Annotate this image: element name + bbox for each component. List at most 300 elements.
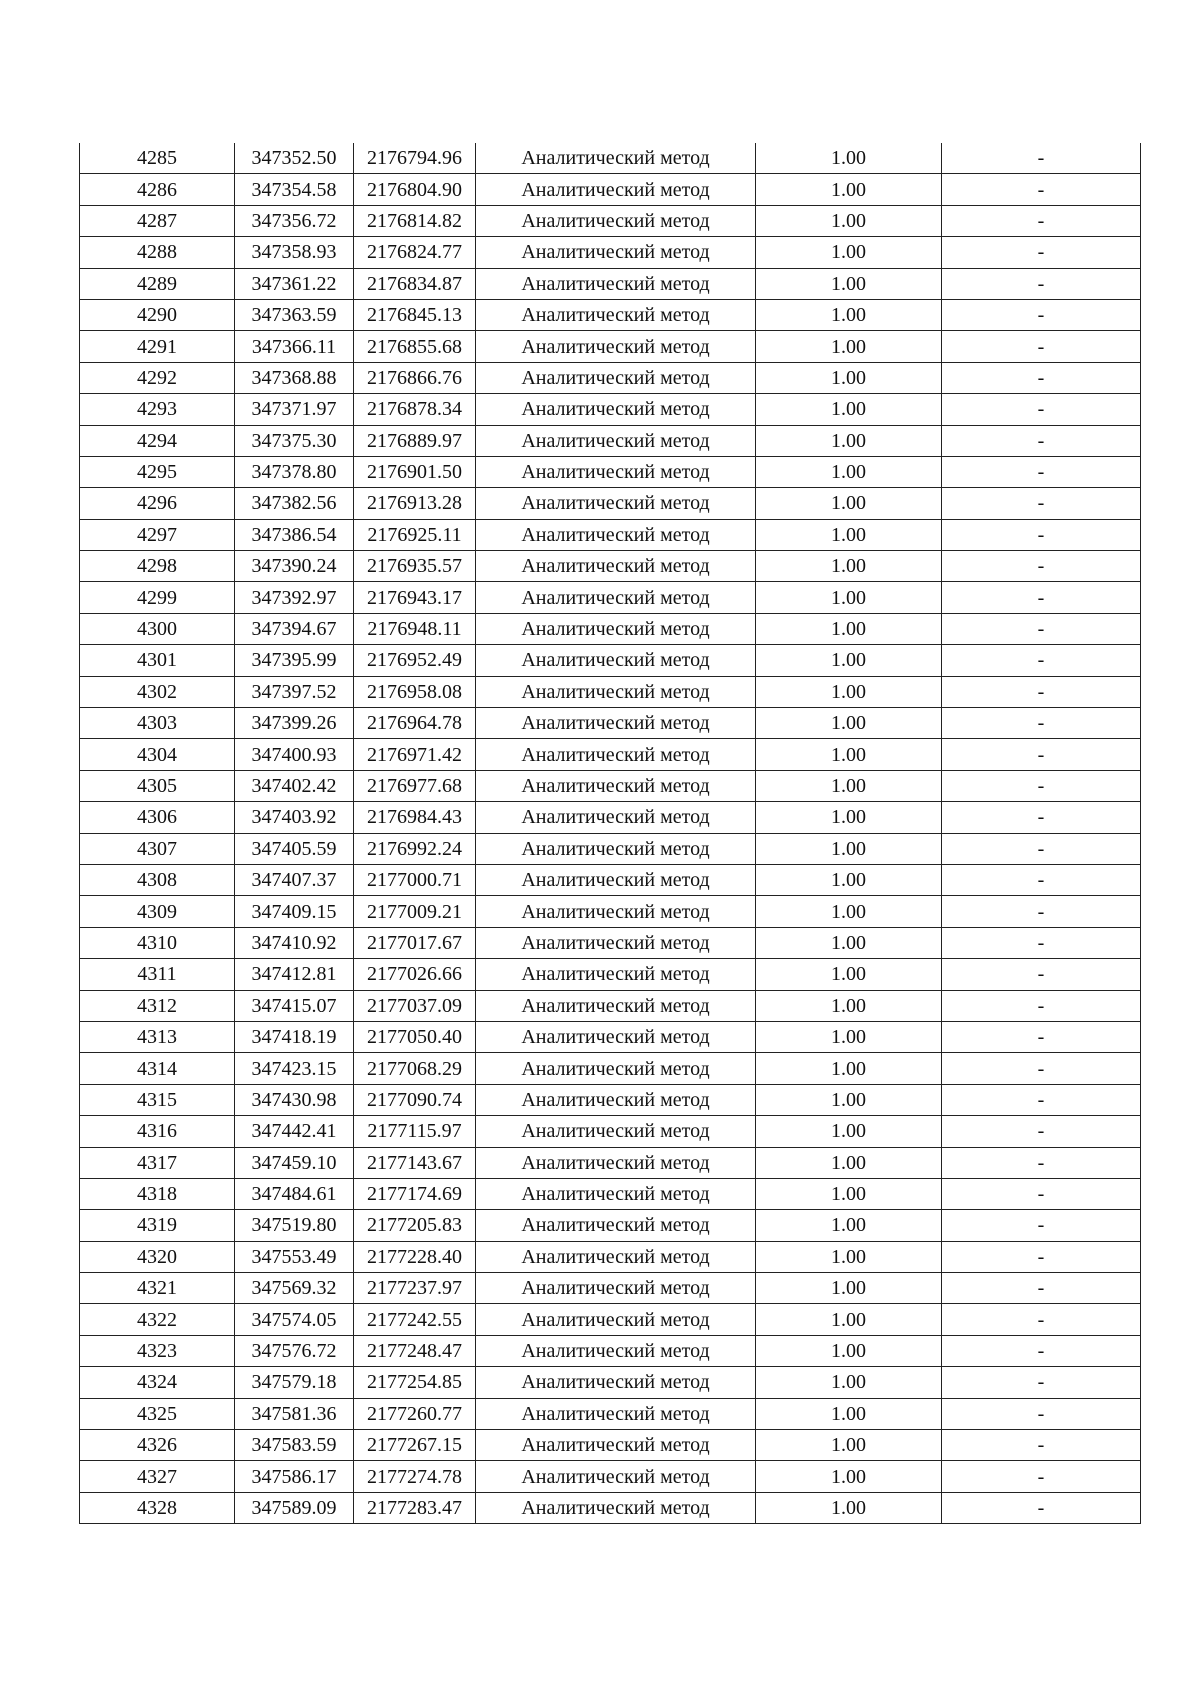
table-row <box>80 990 1141 1021</box>
method-cell: Аналитический метод <box>476 1116 756 1147</box>
point-number-cell: 4310 <box>80 927 235 958</box>
accuracy-cell: 1.00 <box>756 1053 942 1084</box>
accuracy-cell: 1.00 <box>756 676 942 707</box>
y-coordinate-cell: 2176971.42 <box>354 739 476 770</box>
point-number-cell: 4295 <box>80 456 235 487</box>
x-coordinate-cell: 347423.15 <box>235 1053 354 1084</box>
accuracy-cell: 1.00 <box>756 237 942 268</box>
x-coordinate-cell: 347519.80 <box>235 1210 354 1241</box>
table-row <box>80 237 1141 268</box>
point-number-cell: 4327 <box>80 1461 235 1492</box>
table-row <box>80 1398 1141 1429</box>
y-coordinate-cell: 2176948.11 <box>354 613 476 644</box>
description-cell: - <box>942 1461 1141 1492</box>
point-number-cell: 4285 <box>80 143 235 174</box>
y-coordinate-cell: 2176855.68 <box>354 331 476 362</box>
accuracy-cell: 1.00 <box>756 896 942 927</box>
accuracy-cell: 1.00 <box>756 1147 942 1178</box>
table-row <box>80 551 1141 582</box>
accuracy-cell: 1.00 <box>756 959 942 990</box>
y-coordinate-cell: 2176964.78 <box>354 708 476 739</box>
description-cell: - <box>942 959 1141 990</box>
description-cell: - <box>942 456 1141 487</box>
description-cell: - <box>942 1492 1141 1523</box>
y-coordinate-cell: 2177090.74 <box>354 1084 476 1115</box>
description-cell: - <box>942 488 1141 519</box>
method-cell: Аналитический метод <box>476 1147 756 1178</box>
table-row <box>80 1084 1141 1115</box>
accuracy-cell: 1.00 <box>756 488 942 519</box>
method-cell: Аналитический метод <box>476 802 756 833</box>
y-coordinate-cell: 2176845.13 <box>354 299 476 330</box>
x-coordinate-cell: 347386.54 <box>235 519 354 550</box>
point-number-cell: 4322 <box>80 1304 235 1335</box>
method-cell: Аналитический метод <box>476 1335 756 1366</box>
method-cell: Аналитический метод <box>476 1430 756 1461</box>
x-coordinate-cell: 347378.80 <box>235 456 354 487</box>
accuracy-cell: 1.00 <box>756 1430 942 1461</box>
y-coordinate-cell: 2177026.66 <box>354 959 476 990</box>
table-row <box>80 143 1141 174</box>
table-row <box>80 1461 1141 1492</box>
description-cell: - <box>942 1053 1141 1084</box>
description-cell: - <box>942 1021 1141 1052</box>
method-cell: Аналитический метод <box>476 613 756 644</box>
description-cell: - <box>942 1398 1141 1429</box>
point-number-cell: 4321 <box>80 1273 235 1304</box>
description-cell: - <box>942 833 1141 864</box>
method-cell: Аналитический метод <box>476 519 756 550</box>
table-row <box>80 1021 1141 1052</box>
accuracy-cell: 1.00 <box>756 456 942 487</box>
table-row <box>80 896 1141 927</box>
x-coordinate-cell: 347392.97 <box>235 582 354 613</box>
method-cell: Аналитический метод <box>476 1178 756 1209</box>
accuracy-cell: 1.00 <box>756 1273 942 1304</box>
table-row <box>80 959 1141 990</box>
description-cell: - <box>942 1241 1141 1272</box>
x-coordinate-cell: 347382.56 <box>235 488 354 519</box>
accuracy-cell: 1.00 <box>756 1335 942 1366</box>
y-coordinate-cell: 2176958.08 <box>354 676 476 707</box>
x-coordinate-cell: 347407.37 <box>235 864 354 895</box>
y-coordinate-cell: 2177242.55 <box>354 1304 476 1335</box>
method-cell: Аналитический метод <box>476 645 756 676</box>
table-row <box>80 425 1141 456</box>
description-cell: - <box>942 1335 1141 1366</box>
point-number-cell: 4297 <box>80 519 235 550</box>
y-coordinate-cell: 2177283.47 <box>354 1492 476 1523</box>
description-cell: - <box>942 143 1141 174</box>
y-coordinate-cell: 2176866.76 <box>354 362 476 393</box>
table-row <box>80 1367 1141 1398</box>
description-cell: - <box>942 1304 1141 1335</box>
table-row <box>80 802 1141 833</box>
method-cell: Аналитический метод <box>476 990 756 1021</box>
y-coordinate-cell: 2176952.49 <box>354 645 476 676</box>
point-number-cell: 4300 <box>80 613 235 644</box>
description-cell: - <box>942 237 1141 268</box>
accuracy-cell: 1.00 <box>756 1461 942 1492</box>
table-row <box>80 1053 1141 1084</box>
x-coordinate-cell: 347394.67 <box>235 613 354 644</box>
point-number-cell: 4287 <box>80 205 235 236</box>
accuracy-cell: 1.00 <box>756 1241 942 1272</box>
method-cell: Аналитический метод <box>476 1461 756 1492</box>
description-cell: - <box>942 802 1141 833</box>
point-number-cell: 4288 <box>80 237 235 268</box>
method-cell: Аналитический метод <box>476 425 756 456</box>
x-coordinate-cell: 347371.97 <box>235 394 354 425</box>
description-cell: - <box>942 1367 1141 1398</box>
x-coordinate-cell: 347459.10 <box>235 1147 354 1178</box>
y-coordinate-cell: 2176992.24 <box>354 833 476 864</box>
accuracy-cell: 1.00 <box>756 362 942 393</box>
description-cell: - <box>942 519 1141 550</box>
x-coordinate-cell: 347410.92 <box>235 927 354 958</box>
method-cell: Аналитический метод <box>476 676 756 707</box>
table-row <box>80 1147 1141 1178</box>
y-coordinate-cell: 2176804.90 <box>354 174 476 205</box>
table-row <box>80 174 1141 205</box>
accuracy-cell: 1.00 <box>756 519 942 550</box>
point-number-cell: 4317 <box>80 1147 235 1178</box>
point-number-cell: 4298 <box>80 551 235 582</box>
y-coordinate-cell: 2176943.17 <box>354 582 476 613</box>
accuracy-cell: 1.00 <box>756 425 942 456</box>
description-cell: - <box>942 268 1141 299</box>
description-cell: - <box>942 1273 1141 1304</box>
table-row <box>80 1335 1141 1366</box>
coordinates-table <box>79 143 1141 1524</box>
description-cell: - <box>942 299 1141 330</box>
y-coordinate-cell: 2176984.43 <box>354 802 476 833</box>
x-coordinate-cell: 347363.59 <box>235 299 354 330</box>
x-coordinate-cell: 347581.36 <box>235 1398 354 1429</box>
method-cell: Аналитический метод <box>476 1273 756 1304</box>
point-number-cell: 4306 <box>80 802 235 833</box>
table-row <box>80 676 1141 707</box>
point-number-cell: 4296 <box>80 488 235 519</box>
x-coordinate-cell: 347356.72 <box>235 205 354 236</box>
table-row <box>80 864 1141 895</box>
x-coordinate-cell: 347586.17 <box>235 1461 354 1492</box>
accuracy-cell: 1.00 <box>756 770 942 801</box>
method-cell: Аналитический метод <box>476 708 756 739</box>
point-number-cell: 4289 <box>80 268 235 299</box>
table-row <box>80 739 1141 770</box>
y-coordinate-cell: 2177115.97 <box>354 1116 476 1147</box>
x-coordinate-cell: 347418.19 <box>235 1021 354 1052</box>
x-coordinate-cell: 347576.72 <box>235 1335 354 1366</box>
x-coordinate-cell: 347395.99 <box>235 645 354 676</box>
table-row <box>80 708 1141 739</box>
accuracy-cell: 1.00 <box>756 268 942 299</box>
method-cell: Аналитический метод <box>476 896 756 927</box>
table-row <box>80 1304 1141 1335</box>
point-number-cell: 4315 <box>80 1084 235 1115</box>
point-number-cell: 4313 <box>80 1021 235 1052</box>
method-cell: Аналитический метод <box>476 268 756 299</box>
point-number-cell: 4326 <box>80 1430 235 1461</box>
point-number-cell: 4323 <box>80 1335 235 1366</box>
x-coordinate-cell: 347484.61 <box>235 1178 354 1209</box>
y-coordinate-cell: 2177260.77 <box>354 1398 476 1429</box>
description-cell: - <box>942 770 1141 801</box>
x-coordinate-cell: 347412.81 <box>235 959 354 990</box>
table-row <box>80 268 1141 299</box>
y-coordinate-cell: 2177000.71 <box>354 864 476 895</box>
method-cell: Аналитический метод <box>476 1367 756 1398</box>
method-cell: Аналитический метод <box>476 551 756 582</box>
accuracy-cell: 1.00 <box>756 1210 942 1241</box>
point-number-cell: 4291 <box>80 331 235 362</box>
accuracy-cell: 1.00 <box>756 143 942 174</box>
y-coordinate-cell: 2177037.09 <box>354 990 476 1021</box>
x-coordinate-cell: 347409.15 <box>235 896 354 927</box>
description-cell: - <box>942 582 1141 613</box>
point-number-cell: 4316 <box>80 1116 235 1147</box>
description-cell: - <box>942 425 1141 456</box>
method-cell: Аналитический метод <box>476 488 756 519</box>
method-cell: Аналитический метод <box>476 927 756 958</box>
table-row <box>80 613 1141 644</box>
description-cell: - <box>942 1178 1141 1209</box>
table-row <box>80 1273 1141 1304</box>
y-coordinate-cell: 2177050.40 <box>354 1021 476 1052</box>
y-coordinate-cell: 2177248.47 <box>354 1335 476 1366</box>
description-cell: - <box>942 676 1141 707</box>
accuracy-cell: 1.00 <box>756 802 942 833</box>
x-coordinate-cell: 347405.59 <box>235 833 354 864</box>
method-cell: Аналитический метод <box>476 582 756 613</box>
method-cell: Аналитический метод <box>476 1492 756 1523</box>
y-coordinate-cell: 2177009.21 <box>354 896 476 927</box>
table-row <box>80 770 1141 801</box>
accuracy-cell: 1.00 <box>756 1021 942 1052</box>
description-cell: - <box>942 1084 1141 1115</box>
table-row <box>80 299 1141 330</box>
point-number-cell: 4307 <box>80 833 235 864</box>
table-row <box>80 1241 1141 1272</box>
table-row <box>80 331 1141 362</box>
accuracy-cell: 1.00 <box>756 299 942 330</box>
point-number-cell: 4304 <box>80 739 235 770</box>
point-number-cell: 4294 <box>80 425 235 456</box>
point-number-cell: 4314 <box>80 1053 235 1084</box>
x-coordinate-cell: 347390.24 <box>235 551 354 582</box>
point-number-cell: 4320 <box>80 1241 235 1272</box>
table-row <box>80 582 1141 613</box>
point-number-cell: 4292 <box>80 362 235 393</box>
table-row <box>80 362 1141 393</box>
accuracy-cell: 1.00 <box>756 1492 942 1523</box>
description-cell: - <box>942 1210 1141 1241</box>
y-coordinate-cell: 2177267.15 <box>354 1430 476 1461</box>
method-cell: Аналитический метод <box>476 833 756 864</box>
table-row <box>80 1210 1141 1241</box>
accuracy-cell: 1.00 <box>756 1367 942 1398</box>
table-row <box>80 1492 1141 1523</box>
point-number-cell: 4319 <box>80 1210 235 1241</box>
accuracy-cell: 1.00 <box>756 927 942 958</box>
point-number-cell: 4309 <box>80 896 235 927</box>
method-cell: Аналитический метод <box>476 174 756 205</box>
x-coordinate-cell: 347430.98 <box>235 1084 354 1115</box>
method-cell: Аналитический метод <box>476 362 756 393</box>
accuracy-cell: 1.00 <box>756 1084 942 1115</box>
x-coordinate-cell: 347399.26 <box>235 708 354 739</box>
x-coordinate-cell: 347354.58 <box>235 174 354 205</box>
x-coordinate-cell: 347366.11 <box>235 331 354 362</box>
x-coordinate-cell: 347583.59 <box>235 1430 354 1461</box>
accuracy-cell: 1.00 <box>756 645 942 676</box>
point-number-cell: 4301 <box>80 645 235 676</box>
x-coordinate-cell: 347358.93 <box>235 237 354 268</box>
y-coordinate-cell: 2176824.77 <box>354 237 476 268</box>
x-coordinate-cell: 347403.92 <box>235 802 354 833</box>
description-cell: - <box>942 174 1141 205</box>
y-coordinate-cell: 2177237.97 <box>354 1273 476 1304</box>
x-coordinate-cell: 347352.50 <box>235 143 354 174</box>
method-cell: Аналитический метод <box>476 1053 756 1084</box>
coordinates-table-body <box>80 143 1141 1524</box>
table-row <box>80 488 1141 519</box>
description-cell: - <box>942 708 1141 739</box>
method-cell: Аналитический метод <box>476 237 756 268</box>
accuracy-cell: 1.00 <box>756 708 942 739</box>
accuracy-cell: 1.00 <box>756 1304 942 1335</box>
point-number-cell: 4290 <box>80 299 235 330</box>
method-cell: Аналитический метод <box>476 864 756 895</box>
method-cell: Аналитический метод <box>476 1241 756 1272</box>
accuracy-cell: 1.00 <box>756 1178 942 1209</box>
accuracy-cell: 1.00 <box>756 582 942 613</box>
method-cell: Аналитический метод <box>476 1084 756 1115</box>
table-row <box>80 645 1141 676</box>
x-coordinate-cell: 347569.32 <box>235 1273 354 1304</box>
x-coordinate-cell: 347579.18 <box>235 1367 354 1398</box>
method-cell: Аналитический метод <box>476 143 756 174</box>
y-coordinate-cell: 2177174.69 <box>354 1178 476 1209</box>
accuracy-cell: 1.00 <box>756 1398 942 1429</box>
y-coordinate-cell: 2177205.83 <box>354 1210 476 1241</box>
x-coordinate-cell: 347415.07 <box>235 990 354 1021</box>
description-cell: - <box>942 362 1141 393</box>
point-number-cell: 4302 <box>80 676 235 707</box>
table-row <box>80 1178 1141 1209</box>
point-number-cell: 4318 <box>80 1178 235 1209</box>
description-cell: - <box>942 927 1141 958</box>
y-coordinate-cell: 2176834.87 <box>354 268 476 299</box>
point-number-cell: 4311 <box>80 959 235 990</box>
table-row <box>80 205 1141 236</box>
x-coordinate-cell: 347442.41 <box>235 1116 354 1147</box>
y-coordinate-cell: 2176913.28 <box>354 488 476 519</box>
accuracy-cell: 1.00 <box>756 833 942 864</box>
accuracy-cell: 1.00 <box>756 174 942 205</box>
description-cell: - <box>942 645 1141 676</box>
accuracy-cell: 1.00 <box>756 990 942 1021</box>
description-cell: - <box>942 613 1141 644</box>
x-coordinate-cell: 347400.93 <box>235 739 354 770</box>
accuracy-cell: 1.00 <box>756 1116 942 1147</box>
y-coordinate-cell: 2176925.11 <box>354 519 476 550</box>
y-coordinate-cell: 2177228.40 <box>354 1241 476 1272</box>
description-cell: - <box>942 205 1141 236</box>
method-cell: Аналитический метод <box>476 770 756 801</box>
x-coordinate-cell: 347397.52 <box>235 676 354 707</box>
description-cell: - <box>942 1430 1141 1461</box>
description-cell: - <box>942 864 1141 895</box>
description-cell: - <box>942 1147 1141 1178</box>
description-cell: - <box>942 394 1141 425</box>
method-cell: Аналитический метод <box>476 456 756 487</box>
point-number-cell: 4324 <box>80 1367 235 1398</box>
description-cell: - <box>942 331 1141 362</box>
y-coordinate-cell: 2177017.67 <box>354 927 476 958</box>
method-cell: Аналитический метод <box>476 299 756 330</box>
table-row <box>80 519 1141 550</box>
method-cell: Аналитический метод <box>476 205 756 236</box>
y-coordinate-cell: 2176814.82 <box>354 205 476 236</box>
point-number-cell: 4299 <box>80 582 235 613</box>
y-coordinate-cell: 2177143.67 <box>354 1147 476 1178</box>
x-coordinate-cell: 347574.05 <box>235 1304 354 1335</box>
point-number-cell: 4308 <box>80 864 235 895</box>
method-cell: Аналитический метод <box>476 1398 756 1429</box>
description-cell: - <box>942 990 1141 1021</box>
y-coordinate-cell: 2177068.29 <box>354 1053 476 1084</box>
method-cell: Аналитический метод <box>476 331 756 362</box>
y-coordinate-cell: 2176878.34 <box>354 394 476 425</box>
table-row <box>80 1430 1141 1461</box>
point-number-cell: 4286 <box>80 174 235 205</box>
method-cell: Аналитический метод <box>476 1210 756 1241</box>
x-coordinate-cell: 347368.88 <box>235 362 354 393</box>
y-coordinate-cell: 2177254.85 <box>354 1367 476 1398</box>
y-coordinate-cell: 2176794.96 <box>354 143 476 174</box>
y-coordinate-cell: 2176935.57 <box>354 551 476 582</box>
description-cell: - <box>942 739 1141 770</box>
y-coordinate-cell: 2176977.68 <box>354 770 476 801</box>
table-row <box>80 927 1141 958</box>
point-number-cell: 4312 <box>80 990 235 1021</box>
y-coordinate-cell: 2176901.50 <box>354 456 476 487</box>
table-row <box>80 394 1141 425</box>
point-number-cell: 4305 <box>80 770 235 801</box>
method-cell: Аналитический метод <box>476 959 756 990</box>
x-coordinate-cell: 347375.30 <box>235 425 354 456</box>
accuracy-cell: 1.00 <box>756 205 942 236</box>
x-coordinate-cell: 347361.22 <box>235 268 354 299</box>
point-number-cell: 4328 <box>80 1492 235 1523</box>
method-cell: Аналитический метод <box>476 394 756 425</box>
method-cell: Аналитический метод <box>476 1304 756 1335</box>
accuracy-cell: 1.00 <box>756 613 942 644</box>
table-row <box>80 456 1141 487</box>
accuracy-cell: 1.00 <box>756 739 942 770</box>
method-cell: Аналитический метод <box>476 1021 756 1052</box>
point-number-cell: 4325 <box>80 1398 235 1429</box>
accuracy-cell: 1.00 <box>756 394 942 425</box>
y-coordinate-cell: 2177274.78 <box>354 1461 476 1492</box>
description-cell: - <box>942 1116 1141 1147</box>
accuracy-cell: 1.00 <box>756 864 942 895</box>
y-coordinate-cell: 2176889.97 <box>354 425 476 456</box>
x-coordinate-cell: 347402.42 <box>235 770 354 801</box>
method-cell: Аналитический метод <box>476 739 756 770</box>
